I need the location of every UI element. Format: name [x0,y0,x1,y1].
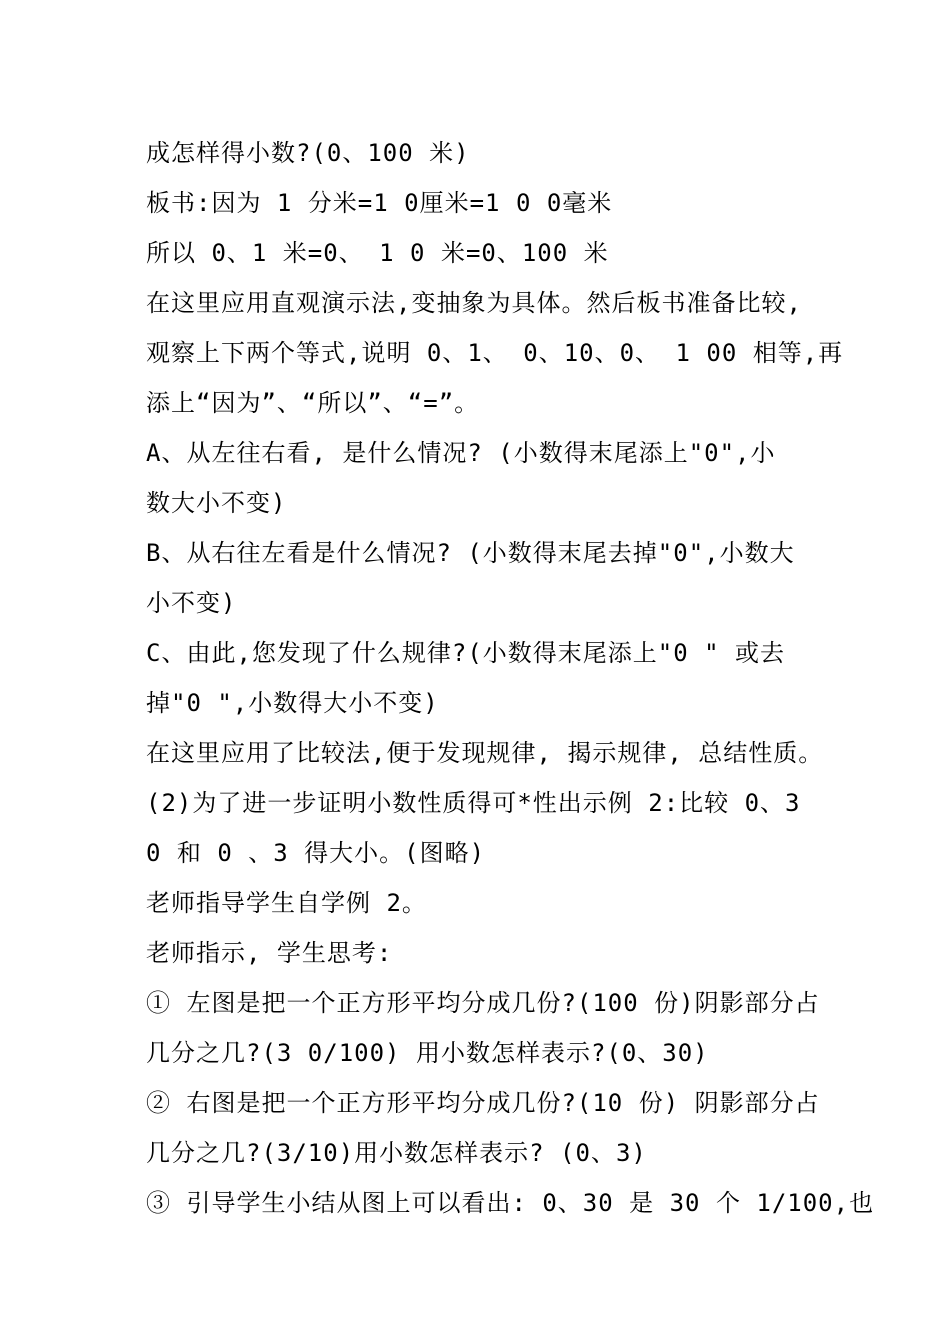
text-line: C、由此,您发现了什么规律?(小数得末尾添上"0 " 或去 [146,639,786,667]
text-line: 掉"0 ",小数得大小不变) [146,689,439,717]
text-line: 数大小不变) [146,489,287,517]
text-line: ③ 引导学生小结从图上可以看出: 0、30 是 30 个 1/100,也 [146,1189,875,1217]
text-line: 几分之几?(3 0/100) 用小数怎样表示?(0、30) [146,1039,709,1067]
text-line: A、从左往右看, 是什么情况? (小数得末尾添上"0",小 [146,439,776,467]
text-line: 老师指导学生自学例 2。 [146,889,427,917]
text-line: 成怎样得小数?(0、100 米) [146,139,470,167]
text-line: 几分之几?(3/10)用小数怎样表示? (0、3) [146,1139,647,1167]
text-line: 老师指示, 学生思考: [146,939,393,967]
text-line: 板书:因为 1 分米=1 0厘米=1 0 0毫米 [146,189,613,217]
text-line: ① 左图是把一个正方形平均分成几份?(100 份)阴影部分占 [146,989,820,1017]
text-line: 添上“因为”、“所以”、“=”。 [146,389,480,417]
text-line: 观察上下两个等式,说明 0、1、 0、10、0、 1 00 相等,再 [146,339,844,367]
text-line: 小不变) [146,589,237,617]
text-line: ② 右图是把一个正方形平均分成几份?(10 份) 阴影部分占 [146,1089,820,1117]
text-line: 所以 0、1 米=0、 1 0 米=0、100 米 [146,239,609,267]
text-line: 0 和 0 、3 得大小。(图略) [146,839,486,867]
text-line: B、从右往左看是什么情况? (小数得末尾去掉"0",小数大 [146,539,795,567]
text-line: (2)为了进一步证明小数性质得可*性出示例 2:比较 0、3 [146,789,801,817]
document-body [146,128,875,1228]
text-line: 在这里应用直观演示法,变抽象为具体。然后板书准备比较, [146,289,802,317]
text-line: 在这里应用了比较法,便于发现规律, 揭示规律, 总结性质。 [146,739,824,767]
